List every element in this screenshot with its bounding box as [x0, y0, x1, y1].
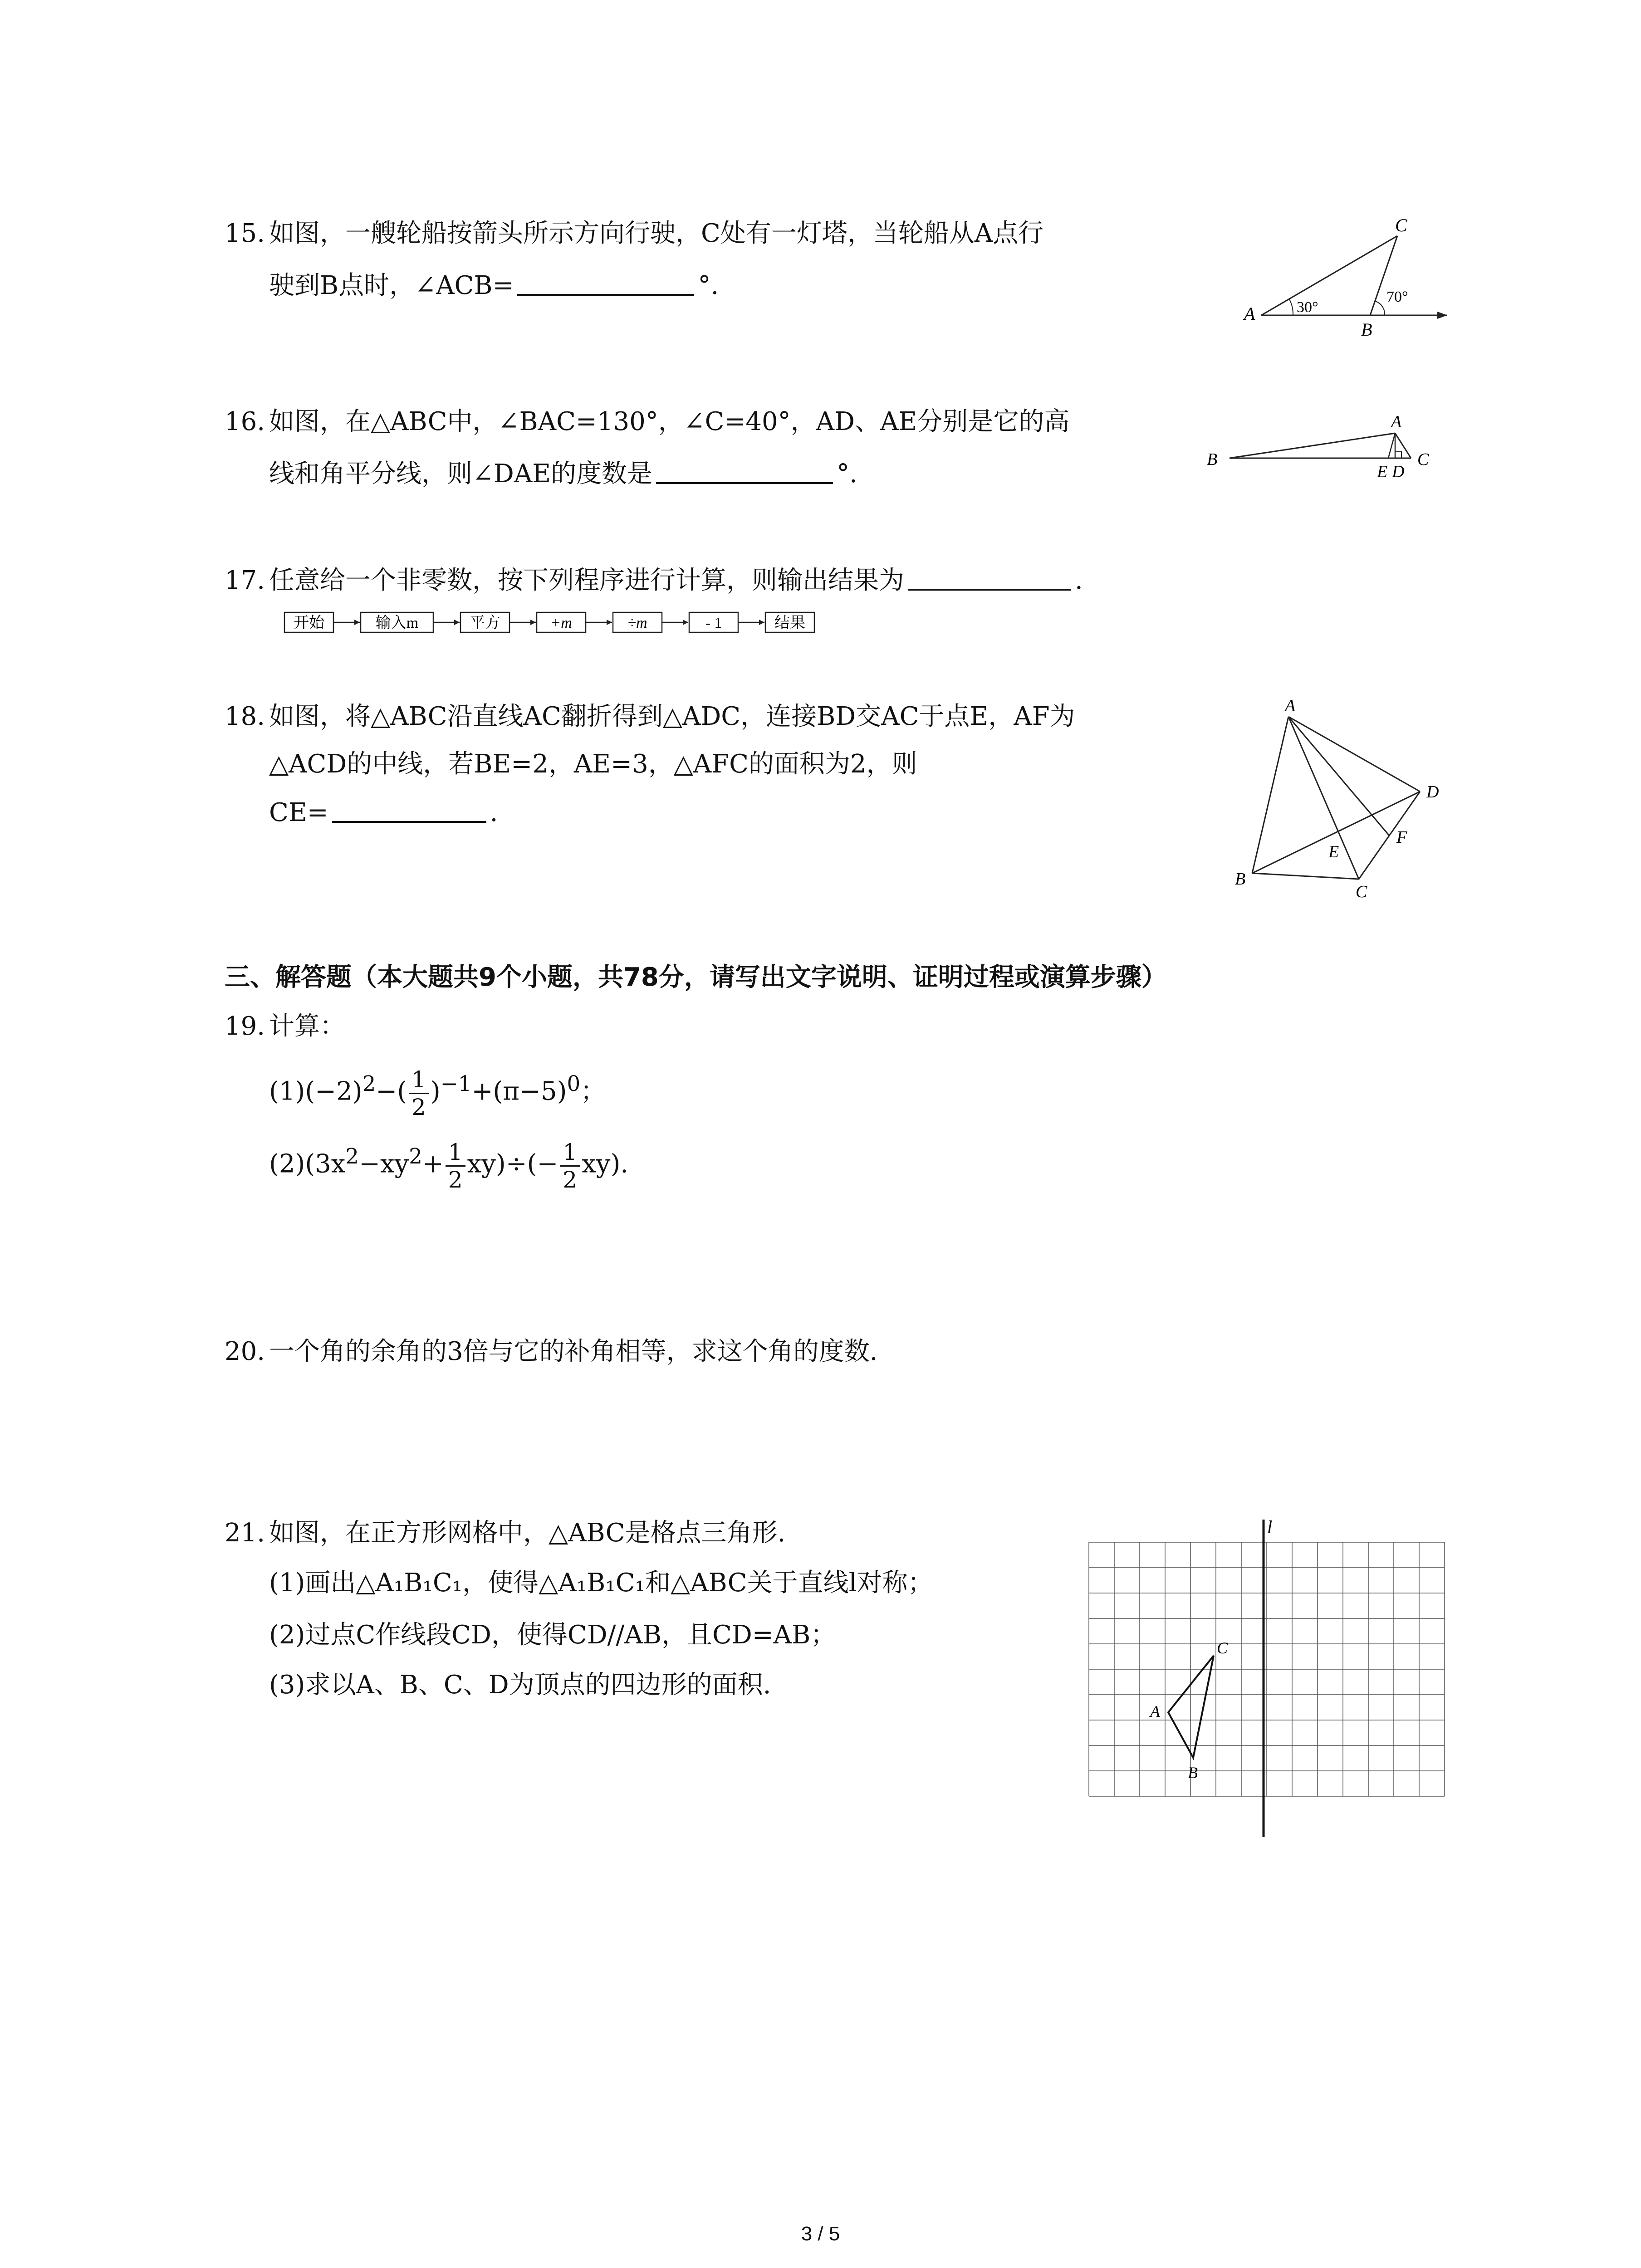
q21-label-l: l — [1267, 1517, 1273, 1537]
q19-part2: $(2)(3x^2-xy^2+$ $\frac{1}{2}$ xy)÷(− $\frac{1}{2}$ xy). — [269, 1139, 629, 1193]
q19-part2-fraction-1: $\frac{1}{2}$ — [446, 1139, 465, 1193]
q16-fig-label-a: A — [1391, 412, 1402, 431]
q18-fig-label-b: B — [1235, 870, 1246, 889]
q15-line1: 15. 如图，一艘轮船按箭头所示方向行驶，C处有一灯塔，当轮船从A点行 — [225, 218, 1043, 249]
flow-square: 平方 — [470, 615, 500, 631]
q16-fig-label-c: C — [1417, 450, 1429, 469]
q18-figure — [1234, 699, 1452, 898]
q15-figure — [1243, 218, 1456, 345]
q16-fig-label-d: D — [1392, 462, 1405, 481]
q18-fig-label-f: F — [1396, 828, 1407, 847]
q20-number: 20. — [225, 1337, 265, 1366]
grid-lines — [1089, 1542, 1445, 1796]
q18-fig-label-e: E — [1328, 842, 1339, 861]
q16-answer-blank[interactable] — [656, 459, 833, 484]
q19-part2-fraction-2: $\frac{1}{2}$ — [560, 1139, 580, 1193]
flow-result: 结果 — [774, 615, 805, 631]
q21-label-a: A — [1150, 1702, 1160, 1721]
q21-label-c: C — [1217, 1639, 1228, 1657]
flow-minus-1: - 1 — [705, 615, 722, 631]
q17-answer-blank[interactable] — [908, 566, 1071, 591]
q18-number: 18. — [225, 702, 265, 731]
q16-fig-label-e: E — [1377, 462, 1388, 481]
q20-line: 20. 一个角的余角的3倍与它的补角相等，求这个角的度数. — [225, 1336, 877, 1368]
q17-line1: 17. 任意给一个非零数，按下列程序进行计算，则输出结果为 . — [225, 565, 1083, 596]
flow-divide-m: ÷m — [627, 615, 647, 631]
q19-part1-fraction: $\frac{1}{2}$ — [409, 1066, 429, 1120]
q16-line2: 线和角平分线，则∠DAE的度数是 °. — [269, 459, 857, 489]
q16-fig-label-b: B — [1207, 450, 1218, 469]
q21-number: 21. — [225, 1518, 265, 1548]
q18-line3: CE= . — [269, 798, 498, 827]
q19-part1: $(1)(-2)^2-$( $\frac{1}{2}$ )$^{-1}+(\pi-5)^0$； — [269, 1066, 606, 1120]
q16-figure — [1202, 399, 1456, 485]
q16-line1: 16. 如图，在△ABC中，∠BAC=130°，∠C=40°，AD、AE分别是它的高 — [225, 406, 1069, 438]
q18-fig-label-c: C — [1356, 882, 1367, 898]
q19-number: 19. — [225, 1012, 265, 1041]
q21-label-b: B — [1188, 1764, 1198, 1782]
flow-input: 输入m — [375, 615, 419, 631]
q18-fig-label-a: A — [1285, 699, 1296, 715]
q15-fig-label-a: A — [1244, 303, 1255, 324]
q19-title: 19. 计算： — [225, 1011, 345, 1042]
flow-start: 开始 — [294, 615, 324, 631]
q15-fig-angle-30: 30° — [1297, 299, 1318, 316]
q16-number: 16. — [225, 407, 265, 436]
q15-answer-blank[interactable] — [517, 271, 694, 296]
q15-fig-angle-70: 70° — [1386, 288, 1408, 305]
q15-number: 15. — [225, 219, 265, 248]
q21-line1: 21. 如图，在正方形网格中，△ABC是格点三角形. — [225, 1517, 785, 1549]
q18-line1: 18. 如图，将△ABC沿直线AC翻折得到△ADC，连接BD交AC于点E，AF为 — [225, 701, 1075, 733]
q21-part1: (1)画出△A₁B₁C₁，使得△A₁B₁C₁和△ABC关于直线l对称； — [269, 1568, 933, 1598]
q18-fig-label-d: D — [1426, 782, 1439, 802]
q21-part2: (2)过点C作线段CD，使得CD//AB，且CD=AB； — [269, 1620, 836, 1650]
section-3-heading: 三、解答题（本大题共9个小题，共78分，请写出文字说明、证明过程或演算步骤） — [225, 963, 1167, 992]
q15-fig-label-b: B — [1361, 319, 1372, 340]
q21-grid-figure — [1080, 1515, 1456, 1842]
q15-line2: 驶到B点时，∠ACB= °. — [269, 271, 719, 300]
q21-triangle-abc — [1168, 1656, 1214, 1758]
q21-part3: (3)求以A、B、C、D为顶点的四边形的面积. — [269, 1670, 771, 1700]
q18-answer-blank[interactable] — [332, 798, 486, 823]
q17-flowchart — [284, 609, 819, 636]
q17-number: 17. — [225, 566, 265, 595]
q15-fig-label-c: C — [1395, 218, 1407, 235]
q18-line2: △ACD的中线，若BE=2，AE=3，△AFC的面积为2，则 — [269, 749, 917, 779]
flow-plus-m: +m — [550, 615, 572, 631]
page-number: 3 / 5 — [801, 2223, 840, 2245]
